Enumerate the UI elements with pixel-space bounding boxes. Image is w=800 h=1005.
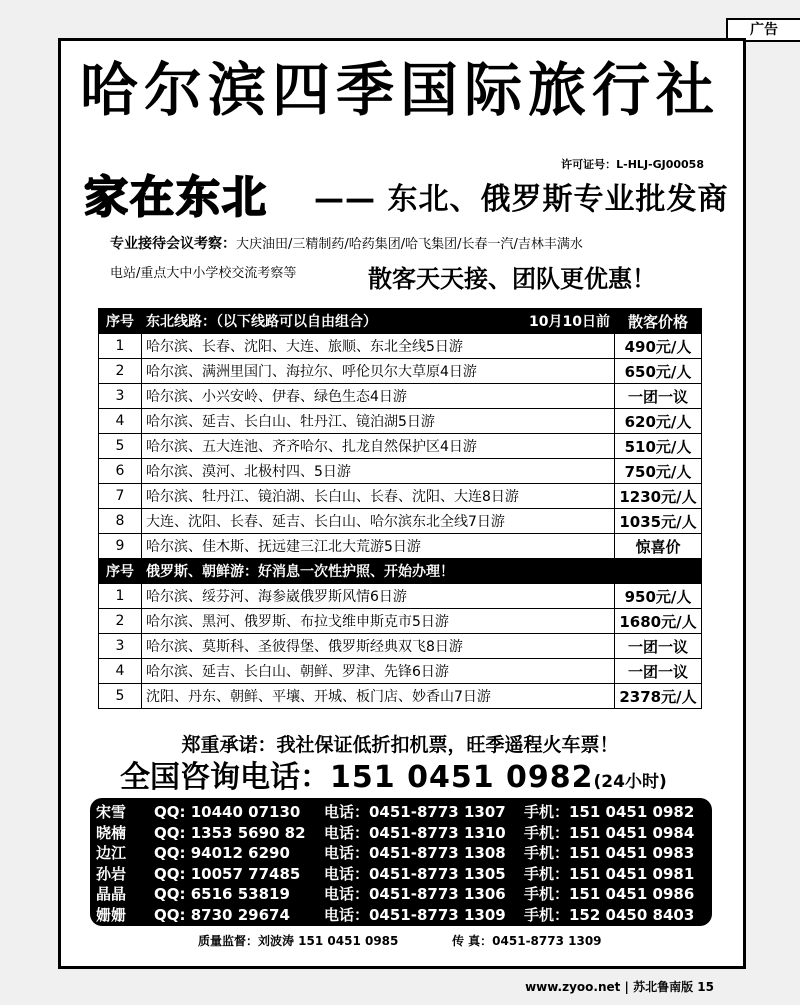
row-price: 620元/人 — [615, 409, 702, 434]
table-row — [99, 684, 702, 709]
row-num: 1 — [99, 584, 142, 609]
row-route: 哈尔滨、牡丹江、镜泊湖、长白山、长春、沈阳、大连8日游 — [142, 484, 615, 509]
row-route: 哈尔滨、小兴安岭、伊春、绿色生态4日游 — [142, 384, 615, 409]
slogan-subtitle: —— 东北、俄罗斯专业批发商 — [314, 182, 729, 217]
page-footer: www.zyoo.net | 苏北鲁南版 15 — [525, 980, 714, 994]
table-row — [99, 459, 702, 484]
table-row — [99, 334, 702, 359]
promise: 郑重承诺：我社保证低折扣机票，旺季遥程火车票！ — [181, 734, 619, 756]
contact-mobile[interactable]: 手机：151 0451 0984 — [524, 823, 695, 842]
contact-tel[interactable]: 电话：0451-8773 1308 — [324, 844, 506, 862]
row-route: 哈尔滨、莫斯科、圣彼得堡、俄罗斯经典双飞8日游 — [142, 634, 615, 659]
routes-table — [98, 308, 702, 709]
contact-qq[interactable]: QQ: 94012 6290 — [154, 844, 290, 862]
table-row — [99, 509, 702, 534]
contact-tel[interactable]: 电话：0451-8773 1309 — [324, 905, 506, 924]
row-num: 6 — [99, 459, 142, 484]
hotline-number[interactable]: 151 0451 0982 — [330, 760, 594, 795]
hotline — [120, 756, 667, 804]
table-row — [99, 534, 702, 559]
row-price: 650元/人 — [615, 359, 702, 384]
contact-name: 晓楠 — [96, 823, 127, 842]
contact-name: 晶晶 — [96, 885, 127, 903]
row-price: 一团一议 — [615, 634, 702, 659]
row-price: 一团一议 — [615, 384, 702, 409]
row-num: 3 — [99, 634, 142, 659]
table-row — [99, 659, 702, 684]
header-num: 序号 — [99, 559, 142, 584]
row-route: 哈尔滨、绥芬河、海参崴俄罗斯风情6日游 — [142, 584, 615, 609]
row-price: 490元/人 — [615, 334, 702, 359]
header-date: 10月10日前 — [529, 314, 610, 330]
row-num: 4 — [99, 659, 142, 684]
row-price: 1035元/人 — [615, 509, 702, 534]
header-price: 散客价格 — [615, 309, 702, 334]
row-route: 哈尔滨、长春、沈阳、大连、旅顺、东北全线5日游 — [142, 334, 615, 359]
table-row — [99, 434, 702, 459]
contact-mobile[interactable]: 手机：152 0450 8403 — [524, 905, 695, 924]
row-num: 5 — [99, 684, 142, 709]
license-number: 许可证号：L-HLJ-GJ00058 — [561, 158, 704, 171]
welcome-slogan: 散客天天接、团队更优惠！ — [368, 265, 656, 293]
reception-line-1 — [110, 234, 583, 255]
contact-qq[interactable]: QQ: 10057 77485 — [154, 864, 301, 883]
row-num: 2 — [99, 359, 142, 384]
hotline-hours: (24小时) — [593, 772, 667, 792]
row-route: 哈尔滨、五大连池、齐齐哈尔、扎龙自然保护区4日游 — [142, 434, 615, 459]
contact-name: 孙岩 — [96, 864, 127, 883]
row-num: 1 — [99, 334, 142, 359]
row-price: 950元/人 — [615, 584, 702, 609]
contact-tel[interactable]: 电话：0451-8773 1307 — [324, 803, 506, 821]
row-route: 哈尔滨、延吉、长白山、朝鲜、罗津、先锋6日游 — [142, 659, 615, 684]
hotline-label: 全国咨询电话： — [120, 760, 330, 795]
row-route: 哈尔滨、佳木斯、抚远建三江北大荒游5日游 — [142, 534, 615, 559]
table-row — [99, 609, 702, 634]
contacts-box — [90, 798, 712, 926]
row-price: 510元/人 — [615, 434, 702, 459]
row-price: 一团一议 — [615, 659, 702, 684]
row-route: 沈阳、丹东、朝鲜、平壤、开城、板门店、妙香山7日游 — [142, 684, 615, 709]
row-route: 哈尔滨、黑河、俄罗斯、布拉戈维申斯克市5日游 — [142, 609, 615, 634]
contact-mobile[interactable]: 手机：151 0451 0983 — [524, 844, 695, 862]
table-row — [99, 409, 702, 434]
table-row — [99, 634, 702, 659]
row-price: 惊喜价 — [615, 534, 702, 559]
ad-tag: 广告 — [726, 18, 800, 42]
contact-tel[interactable]: 电话：0451-8773 1305 — [324, 864, 506, 883]
header-route — [142, 309, 615, 334]
header-route: 俄罗斯、朝鲜游：好消息一次性护照、开始办理！ — [142, 559, 702, 584]
row-price: 1230元/人 — [615, 484, 702, 509]
reception-label: 专业接待会议考察： — [110, 236, 236, 252]
contact-mobile[interactable]: 手机：151 0451 0981 — [524, 864, 695, 883]
row-price: 1680元/人 — [615, 609, 702, 634]
contact-name: 边江 — [96, 844, 127, 862]
contact-mobile[interactable]: 手机：151 0451 0986 — [524, 885, 695, 903]
northeast-header-row — [99, 309, 702, 334]
row-num: 7 — [99, 484, 142, 509]
contact-qq[interactable]: QQ: 6516 53819 — [154, 885, 290, 903]
contact-tel[interactable]: 电话：0451-8773 1310 — [324, 823, 506, 842]
row-num: 2 — [99, 609, 142, 634]
table-row — [99, 384, 702, 409]
row-route: 哈尔滨、延吉、长白山、牡丹江、镜泊湖5日游 — [142, 409, 615, 434]
row-num: 3 — [99, 384, 142, 409]
fax: 传 真：0451-8773 1309 — [452, 934, 602, 948]
row-num: 8 — [99, 509, 142, 534]
table-row — [99, 584, 702, 609]
row-price: 2378元/人 — [615, 684, 702, 709]
row-num: 5 — [99, 434, 142, 459]
reception-text-2: 电站/重点大中小学校交流考察等 — [110, 266, 297, 281]
contact-tel[interactable]: 电话：0451-8773 1306 — [324, 885, 506, 903]
contact-name: 姗姗 — [96, 905, 127, 924]
row-route: 哈尔滨、满洲里国门、海拉尔、呼伦贝尔大草原4日游 — [142, 359, 615, 384]
row-num: 4 — [99, 409, 142, 434]
russia-header-row — [99, 559, 702, 584]
agency-title: 哈尔滨四季国际旅行社 — [79, 56, 720, 124]
row-route: 大连、沈阳、长春、延吉、长白山、哈尔滨东北全线7日游 — [142, 509, 615, 534]
slogan: 家在东北 — [84, 172, 268, 223]
row-price: 750元/人 — [615, 459, 702, 484]
reception-text-1: 大庆油田/三精制药/哈药集团/哈飞集团/长春一汽/吉林丰满水 — [236, 237, 583, 252]
contact-qq[interactable]: QQ: 1353 5690 82 — [154, 823, 306, 842]
contact-qq[interactable]: QQ: 8730 29674 — [154, 905, 290, 924]
contact-mobile[interactable]: 手机：151 0451 0982 — [524, 803, 695, 821]
header-route-label: 东北线路：（以下线路可以自由组合） — [146, 314, 377, 330]
quality-supervision: 质量监督：刘波涛 151 0451 0985 — [198, 934, 399, 948]
row-num: 9 — [99, 534, 142, 559]
contact-qq[interactable]: QQ: 10440 07130 — [154, 803, 301, 821]
row-route: 哈尔滨、漠河、北极村四、5日游 — [142, 459, 615, 484]
header-num: 序号 — [99, 309, 142, 334]
table-row — [99, 484, 702, 509]
table-row — [99, 359, 702, 384]
contact-name: 宋雪 — [96, 803, 127, 821]
